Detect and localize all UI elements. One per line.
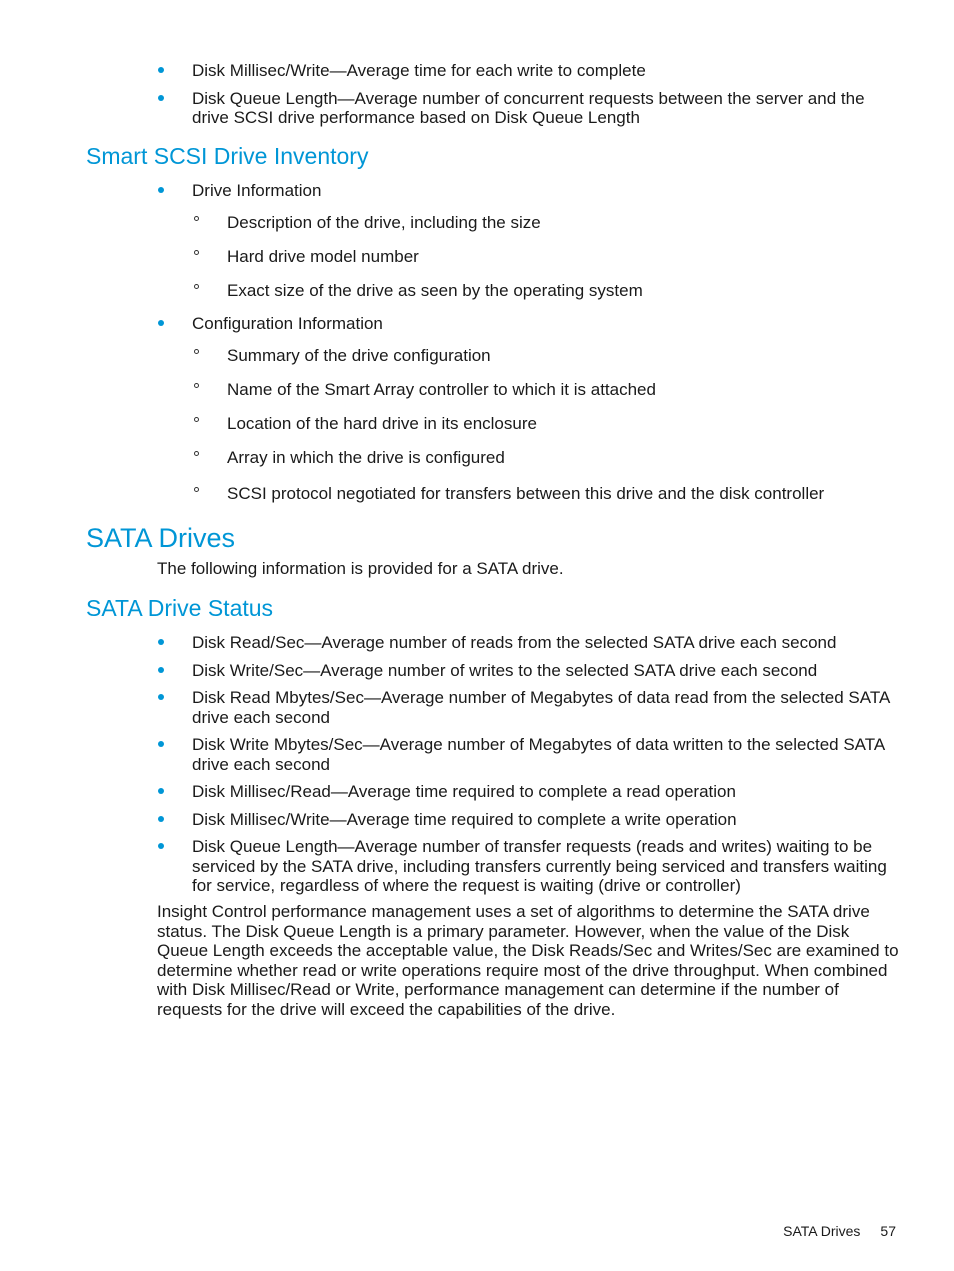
list-item: Disk Millisec/Write—Average time for each write to complete bbox=[0, 61, 954, 81]
sub-list-item: Hard drive model number bbox=[0, 247, 643, 267]
config-info-list bbox=[0, 314, 439, 334]
bullet-icon bbox=[158, 741, 164, 747]
page-number: 57 bbox=[880, 1223, 896, 1239]
sata-intro-text: The following information is provided for a SATA drive. bbox=[157, 559, 564, 578]
sata-status-list bbox=[0, 633, 954, 896]
bullet-icon bbox=[158, 320, 164, 326]
footer-section-title: SATA Drives bbox=[783, 1223, 861, 1239]
bullet-icon bbox=[158, 788, 164, 794]
list-item: Configuration Information bbox=[0, 314, 439, 334]
circle-bullet-icon bbox=[194, 349, 199, 354]
list-item: Disk Read/Sec—Average number of reads from the selected SATA drive each second bbox=[0, 633, 954, 653]
section-heading-smart-scsi: Smart SCSI Drive Inventory bbox=[86, 143, 369, 169]
circle-bullet-icon bbox=[194, 216, 199, 221]
sata-closing-paragraph: Insight Control performance management uses a set of algorithms to determine the SATA drive status. The Disk Queue Length is a primary parameter. However, when the value of the Disk Queue Length exceeds the acceptable value, the Disk Reads/Sec and Writes/Sec are examined to determine whether read or write operations require most of the drive throughput. When combined with Disk Millisec/Read or Write, performance management can determine if the number of requests for the drive will exceed the capabilities of the drive. bbox=[157, 902, 899, 1019]
bullet-icon bbox=[158, 95, 164, 101]
bullet-icon bbox=[158, 67, 164, 73]
sub-list-item: Array in which the drive is configured bbox=[0, 448, 824, 468]
list-item: Disk Millisec/Write—Average time required to complete a write operation bbox=[0, 810, 954, 830]
drive-info-sublist bbox=[0, 213, 643, 301]
bullet-icon bbox=[158, 667, 164, 673]
page-footer bbox=[783, 1222, 896, 1240]
list-item: Disk Queue Length—Average number of transfer requests (reads and writes) waiting to be serviced by the SATA drive, including transfers currently being serviced and transfers waiting for service, regardless of where the request is waiting (drive or controller) bbox=[0, 837, 954, 896]
circle-bullet-icon bbox=[194, 250, 199, 255]
bullet-icon bbox=[158, 187, 164, 193]
sub-list-item: SCSI protocol negotiated for transfers between this drive and the disk controller bbox=[0, 484, 824, 504]
circle-bullet-icon bbox=[194, 383, 199, 388]
bullet-icon bbox=[158, 843, 164, 849]
circle-bullet-icon bbox=[194, 487, 199, 492]
bullet-icon bbox=[158, 639, 164, 645]
sub-list-item: Exact size of the drive as seen by the operating system bbox=[0, 281, 643, 301]
list-item: Disk Write/Sec—Average number of writes to the selected SATA drive each second bbox=[0, 661, 954, 681]
bullet-icon bbox=[158, 816, 164, 822]
sub-list-item: Description of the drive, including the size bbox=[0, 213, 643, 233]
list-item: Drive Information bbox=[0, 181, 377, 201]
sub-list-item: Location of the hard drive in its enclosure bbox=[0, 414, 824, 434]
circle-bullet-icon bbox=[194, 451, 199, 456]
circle-bullet-icon bbox=[194, 417, 199, 422]
sub-list-item: Summary of the drive configuration bbox=[0, 346, 824, 366]
bullet-icon bbox=[158, 694, 164, 700]
sub-list-item: Name of the Smart Array controller to which it is attached bbox=[0, 380, 824, 400]
config-info-sublist bbox=[0, 346, 824, 504]
drive-info-list bbox=[0, 181, 377, 201]
list-item: Disk Millisec/Read—Average time required to complete a read operation bbox=[0, 782, 954, 802]
circle-bullet-icon bbox=[194, 284, 199, 289]
section-heading-sata-drive-status: SATA Drive Status bbox=[86, 595, 274, 621]
list-item: Disk Write Mbytes/Sec—Average number of Megabytes of data written to the selected SATA drive each second bbox=[0, 735, 954, 774]
list-item: Disk Queue Length—Average number of concurrent requests between the server and the drive SCSI drive performance based on Disk Queue Length bbox=[0, 89, 954, 128]
section-heading-sata-drives: SATA Drives bbox=[86, 523, 236, 553]
top-bullet-list bbox=[0, 61, 954, 128]
list-item: Disk Read Mbytes/Sec—Average number of Megabytes of data read from the selected SATA drive each second bbox=[0, 688, 954, 727]
